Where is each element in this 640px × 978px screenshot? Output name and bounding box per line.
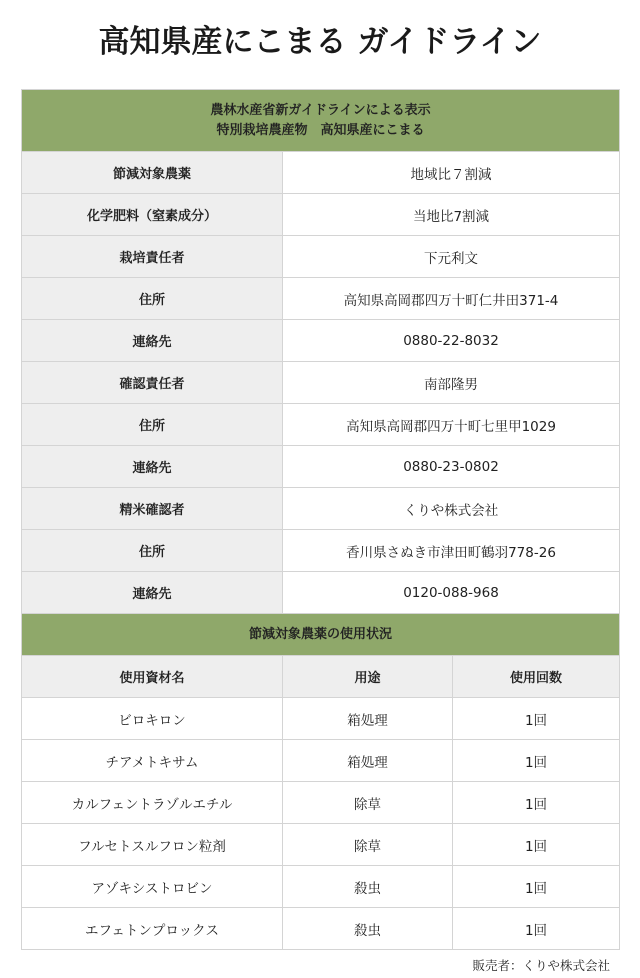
column-header-usage: 用途 — [283, 656, 453, 698]
info-label: 栽培責任者 — [22, 236, 283, 278]
guideline-table — [21, 89, 620, 950]
table-row — [22, 866, 620, 908]
info-label: 住所 — [22, 278, 283, 320]
use-count-cell: 1回 — [453, 866, 620, 908]
info-value: 地域比７割減 — [283, 152, 620, 194]
info-row — [22, 320, 620, 362]
info-row — [22, 362, 620, 404]
material-name-cell: カルフェントラゾルエチル — [22, 782, 283, 824]
info-label: 連絡先 — [22, 320, 283, 362]
info-row — [22, 194, 620, 236]
usage-cell: 箱処理 — [283, 740, 453, 782]
info-rows — [22, 152, 620, 614]
info-label: 住所 — [22, 530, 283, 572]
use-count-cell: 1回 — [453, 698, 620, 740]
info-value: 下元利文 — [283, 236, 620, 278]
info-row — [22, 404, 620, 446]
info-label: 節減対象農薬 — [22, 152, 283, 194]
use-count-cell: 1回 — [453, 908, 620, 950]
table-row — [22, 824, 620, 866]
info-label: 化学肥料（窒素成分） — [22, 194, 283, 236]
header-line-2: 特別栽培農産物 高知県産にこまる — [216, 122, 425, 138]
table-row — [22, 698, 620, 740]
material-name-cell: エフェトンプロックス — [22, 908, 283, 950]
material-name-cell: アゾキシストロビン — [22, 866, 283, 908]
column-header-material: 使用資材名 — [22, 656, 283, 698]
table-row — [22, 908, 620, 950]
info-value: 香川県さぬき市津田町鶴羽778-26 — [283, 530, 620, 572]
info-label: 連絡先 — [22, 572, 283, 614]
usage-cell: 除草 — [283, 782, 453, 824]
use-count-cell: 1回 — [453, 824, 620, 866]
info-label: 連絡先 — [22, 446, 283, 488]
info-value: 0880-22-8032 — [283, 320, 620, 362]
usage-cell: 除草 — [283, 824, 453, 866]
info-value: 0880-23-0802 — [283, 446, 620, 488]
column-header-count: 使用回数 — [453, 656, 620, 698]
seller-note: 販売者：くりや株式会社 — [472, 958, 610, 973]
pesticide-rows — [22, 698, 620, 950]
table-row — [22, 740, 620, 782]
info-value: 南部隆男 — [283, 362, 620, 404]
info-row — [22, 446, 620, 488]
pesticide-section-title: 節減対象農薬の使用状況 — [22, 614, 620, 656]
info-row — [22, 530, 620, 572]
info-row — [22, 236, 620, 278]
info-value: 0120-088-968 — [283, 572, 620, 614]
table-header — [22, 90, 620, 152]
info-row — [22, 152, 620, 194]
usage-cell: 箱処理 — [283, 698, 453, 740]
material-name-cell: チアメトキサム — [22, 740, 283, 782]
material-name-cell: フルセトスルフロン粒剤 — [22, 824, 283, 866]
info-row — [22, 488, 620, 530]
info-value: くりや株式会社 — [283, 488, 620, 530]
table-row — [22, 782, 620, 824]
pesticide-section-header — [22, 614, 620, 656]
info-label: 精米確認者 — [22, 488, 283, 530]
info-label: 住所 — [22, 404, 283, 446]
page-title: 高知県産にこまる ガイドライン — [98, 24, 542, 60]
header-line-1: 農林水産省新ガイドラインによる表示 — [210, 102, 431, 118]
info-row — [22, 572, 620, 614]
pesticide-column-headers — [22, 656, 620, 698]
info-row — [22, 278, 620, 320]
header-cell — [22, 90, 620, 152]
info-label: 確認責任者 — [22, 362, 283, 404]
info-value: 高知県高岡郡四万十町七里甲1029 — [283, 404, 620, 446]
use-count-cell: 1回 — [453, 782, 620, 824]
use-count-cell: 1回 — [453, 740, 620, 782]
info-value: 高知県高岡郡四万十町仁井田371-4 — [283, 278, 620, 320]
usage-cell: 殺虫 — [283, 908, 453, 950]
info-value: 当地比7割減 — [283, 194, 620, 236]
material-name-cell: ビロキロン — [22, 698, 283, 740]
usage-cell: 殺虫 — [283, 866, 453, 908]
